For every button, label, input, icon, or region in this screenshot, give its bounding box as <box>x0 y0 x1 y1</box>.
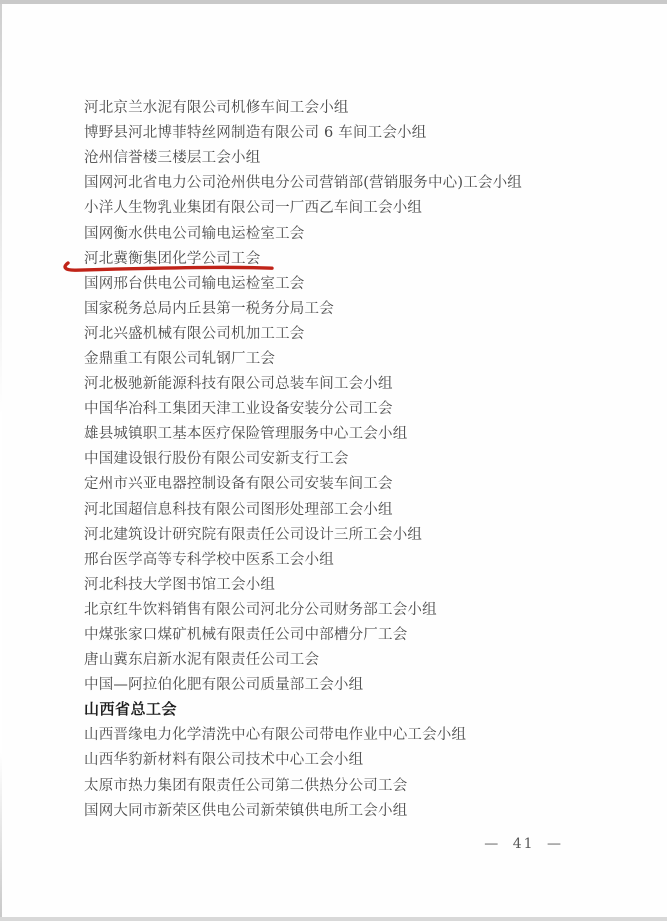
list-item <box>84 496 637 521</box>
list-item-text: 河北兴盛机械有限公司机加工工会 <box>84 325 305 342</box>
list-item <box>84 219 637 244</box>
list-item-text: 国网邢台供电公司输电运检室工会 <box>84 275 305 292</box>
list-item <box>84 596 637 621</box>
list-item <box>84 546 637 571</box>
list-item <box>84 320 637 345</box>
list-item <box>84 295 637 320</box>
list-item-text: 河北冀衡集团化学公司工会 <box>84 250 261 267</box>
list-item <box>84 245 637 270</box>
list-item <box>84 395 637 420</box>
list-item-text: 定州市兴亚电器控制设备有限公司安装车间工会 <box>84 476 393 493</box>
list-item <box>84 470 637 495</box>
list-item <box>84 270 637 295</box>
list-item-text: 山西华豹新材料有限公司技术中心工会小组 <box>84 752 364 769</box>
list-item-text: 金鼎重工有限公司轧钢厂工会 <box>84 350 276 367</box>
list-item <box>84 94 637 119</box>
list-item-text: 河北建筑设计研究院有限责任公司设计三所工会小组 <box>84 526 423 543</box>
list-item-text: 国家税务总局内丘县第一税务分局工会 <box>84 300 334 317</box>
list-item-text: 邢台医学高等专科学校中医系工会小组 <box>84 551 334 568</box>
list-item <box>84 445 637 470</box>
list-item-text: 中国华冶科工集团天津工业设备安装分公司工会 <box>84 401 393 418</box>
list-item-text: 河北科技大学图书馆工会小组 <box>84 576 276 593</box>
list-item-text: 北京红牛饮料销售有限公司河北分公司财务部工会小组 <box>84 601 437 618</box>
list-item-text: 河北京兰水泥有限公司机修车间工会小组 <box>84 100 349 117</box>
list-item <box>84 671 637 696</box>
list-item-text: 沧州信誉楼三楼层工会小组 <box>84 150 261 167</box>
list-item <box>84 420 637 445</box>
list-item-text: 唐山冀东启新水泥有限责任公司工会 <box>84 652 320 669</box>
list-item <box>84 194 637 219</box>
list-item <box>84 797 637 822</box>
list-item <box>84 521 637 546</box>
list-item <box>84 721 637 746</box>
list-item-text: 山西晋缘电力化学清洗中心有限公司带电作业中心工会小组 <box>84 727 467 744</box>
list-item <box>84 144 637 169</box>
list-item-text: 河北极驰新能源科技有限公司总装车间工会小组 <box>84 376 393 393</box>
list-item <box>84 119 637 144</box>
section-heading-text: 山西省总工会 <box>84 700 178 719</box>
scan-edge-top <box>0 0 667 4</box>
list-item-text: 雄县城镇职工基本医疗保险管理服务中心工会小组 <box>84 426 408 443</box>
list-item-text: 中国建设银行股份有限公司安新支行工会 <box>84 451 349 468</box>
list-item <box>84 772 637 797</box>
list-item-text: 河北国超信息科技有限公司图形处理部工会小组 <box>84 501 393 518</box>
list-item-text: 国网河北省电力公司沧州供电分公司营销部(营销服务中心)工会小组 <box>84 175 523 192</box>
list-item <box>84 571 637 596</box>
list-item-text: 太原市热力集团有限责任公司第二供热分公司工会 <box>84 777 408 794</box>
list-item-text: 中煤张家口煤矿机械有限责任公司中部槽分厂工会 <box>84 627 408 644</box>
list-item <box>84 345 637 370</box>
page-number: — 41 — <box>484 836 563 852</box>
list-item-text: 中国—阿拉伯化肥有限公司质量部工会小组 <box>84 677 364 694</box>
list-item-text: 国网大同市新荣区供电公司新荣镇供电所工会小组 <box>84 802 408 819</box>
section-heading <box>84 696 637 721</box>
list-item <box>84 646 637 671</box>
scan-edge-left <box>0 4 2 917</box>
list-item <box>84 621 637 646</box>
list-item <box>84 746 637 771</box>
list-item-text: 国网衡水供电公司输电运检室工会 <box>84 225 305 242</box>
list-item-text: 博野县河北博菲特丝网制造有限公司 6 车间工会小组 <box>84 125 427 142</box>
list-item-text: 小洋人生物乳业集团有限公司一厂西乙车间工会小组 <box>84 200 423 217</box>
list-item <box>84 370 637 395</box>
list-item <box>84 169 637 194</box>
union-list <box>84 94 637 822</box>
scan-edge-bottom <box>0 917 667 921</box>
